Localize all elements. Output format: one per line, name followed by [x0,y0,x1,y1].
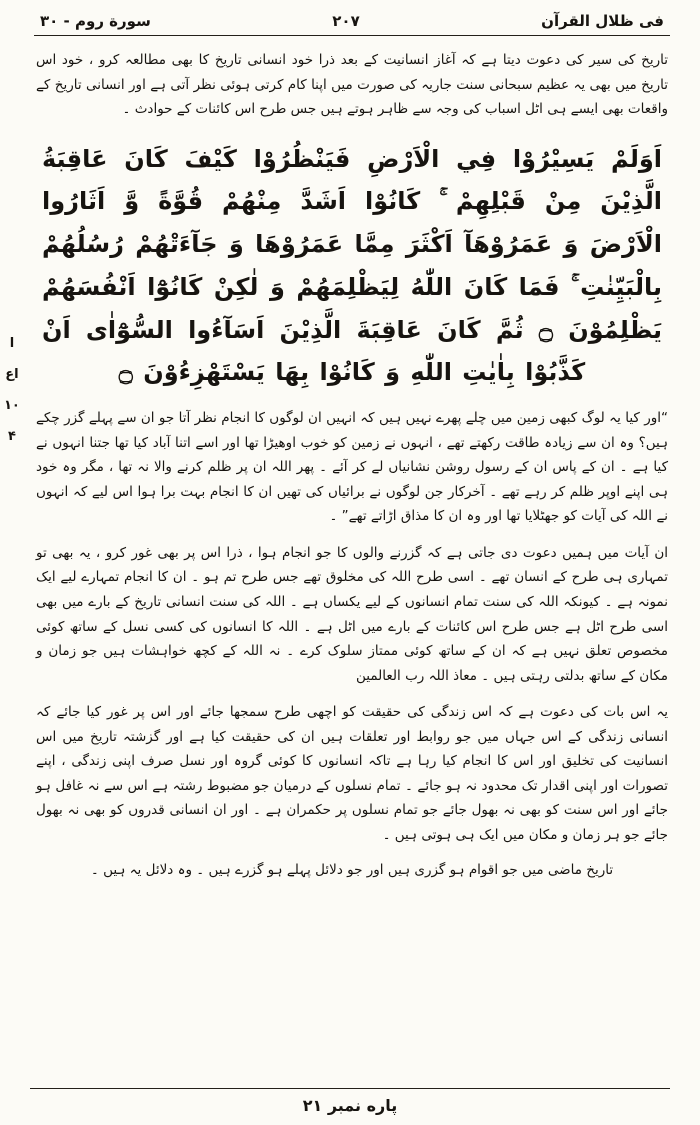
margin-note: ا [9,336,15,351]
closing-line: تاریخ ماضی میں جو اقوام ہو گزری ہیں اور جو دلائل پہلے ہو گزرے ہیں ۔ وہ دلائل یہ ہیں ۔ [90,861,614,878]
margin-note: ۱۰ [4,398,20,413]
intro-paragraph: تاریخ کی سیر کی دعوت دیتا ہے کہ آغاز انسانیت کے بعد ذرا خود انسانی تاریخ کا بھی مطالعہ کرو ، خود اس تاریخ میں بھی یہ عظیم سبحانی سنت جاریہ کی صورت میں اپنا کام کرتی ہوئی نظر آتی ہے اور انسانی تاریخ کے واقعات بھی ایسے ہی اٹل اسباب کی وجہ سے ظاہر ہوتے ہیں جس طرح اس کائنات کے حوادث ۔ [36,52,668,118]
para-number-label: پاره نمبر ۲۱ [302,1096,398,1115]
commentary-paragraph-2: یہ اس بات کی دعوت ہے کہ اس زندگی کی حقیقت کو اچھی طرح سمجھا جائے اور اس پر غور کیا جائے کہ انسانی زندگی کے اس جہاں میں جو روابط اور تعلقات ہیں ان کی حقیقت کیا ہے اور گزشتہ تاریخ میں اس انسانیت کی تخلیق اور اس کا انجام کیا رہا ہے تاکہ انسانوں کا کوئی گروہ اور نسل صرف اپنی زندگی ، اپنے تصورات اور اپنی اقدار تک محدود نہ ہو جائے ۔ تمام نسلوں کے درمیان جو مضبوط رشتہ ہے اس سے نہ غافل ہو جائے اور اس سنت کو بھی نہ بھول جائے جو تمام نسلوں پر حکمران ہے ۔ اور ان انسانی قدروں کو بھی نہ بھول جائے جو ہر زمان و مکان میں ایک ہی ہوتی ہیں ۔ [36,704,668,843]
margin-note: اع [5,367,19,382]
surah-reference: سورة روم - ۳۰ [40,12,151,30]
commentary-paragraph-1: ان آیات میں ہمیں دعوت دی جاتی ہے کہ گزرنے والوں کا جو انجام ہوا ، ذرا اس پر بھی غور کرو ، یہ بھی تو تمہاری ہی طرح کے انسان تھے ۔ اسی طرح اللہ کی مخلوق تھے جس طرح تم ہو ۔ ان کا انجام تمہارے لیے ایک نمونہ ہے ۔ کیونکہ اللہ کی سنت تمام انسانوں کے لیے یکساں ہے ۔ اللہ کی سنت انسانی تاریخ کے بارے میں بھی اسی طرح اٹل ہے جس طرح اس کائنات کے بارے میں اٹل ہے ۔ اللہ کا انسانوں کی کسی نسل کے ساتھ کوئی مخصوص تعلق نہیں ہے کہ ان کے ساتھ کوئی ممتاز سلوک کرے ۔ نہ اللہ کے کچھ خواہشات ہیں جو زمان و مکان کے ساتھ بدلتی رہتی ہیں ۔ معاذ اللہ رب العالمین [36,544,668,684]
page-footer [30,1085,670,1115]
book-title: فى ظلال القرآن [541,12,664,30]
margin-notes [4,336,20,444]
page-number: ۲۰۷ [332,12,360,30]
translation-paragraph: “اور کیا یہ لوگ کبھی زمین میں چلے پھرے نہیں ہیں کہ انہیں ان لوگوں کا انجام نظر آتا جو ان سے پہلے گزر چکے ہیں؟ وہ ان سے زیادہ طاقت رکھتے تھے ، انہوں نے زمین کو خوب اوھیڑا تھا اور اسے اتنا آباد کیا تھا جتنا انہوں نے کیا ہے ۔ ان کے پاس ان کے رسول روشن نشانیاں لے کر آئے ۔ پھر اللہ ان پر ظلم کرنے والا نہ تھا ، مگر وہ خود ہی اپنے اوپر ظلم کر رہے تھے ۔ آخرکار جن لوگوں نے برائیاں کی تھیں ان کا انجام بہت برا ہوا اس لیے کہ انہوں نے اللہ کی آیات کو جھٹلایا تھا اور وہ ان کا مذاق اڑاتے تھے” ۔ [36,410,668,525]
margin-note: ۴ [7,429,16,444]
quran-verse-block: اَوَلَمْ يَسِيْرُوْا فِي الْاَرْضِ فَيَنْظُرُوْا كَيْفَ كَانَ عَاقِبَةُ الَّذِيْنَ مِنْ قَبْلِهِمْ ۚ كَانُوْا اَشَدَّ مِنْهُمْ قُوَّةً وَّ اَثَارُوا الْاَرْضَ وَ عَمَرُوْهَآ اَكْثَرَ مِمَّا عَمَرُوْهَا وَ جَآءَتْهُمْ رُسُلُهُمْ بِالْبَيِّنٰتِ ۚ فَمَا كَانَ اللّٰهُ لِيَظْلِمَهُمْ وَ لٰكِنْ كَانُوْٓا اَنْفُسَهُمْ يَظْلِمُوْنَ ۝ ثُمَّ كَانَ عَاقِبَةَ الَّذِيْنَ اَسَآءُوا السُّوْٓاٰى اَنْ كَذَّبُوْا بِاٰيٰتِ اللّٰهِ وَ كَانُوْا بِهَا يَسْتَهْزِءُوْنَ ۝ [42,144,662,387]
page-header [34,8,670,32]
header-divider [34,35,670,36]
